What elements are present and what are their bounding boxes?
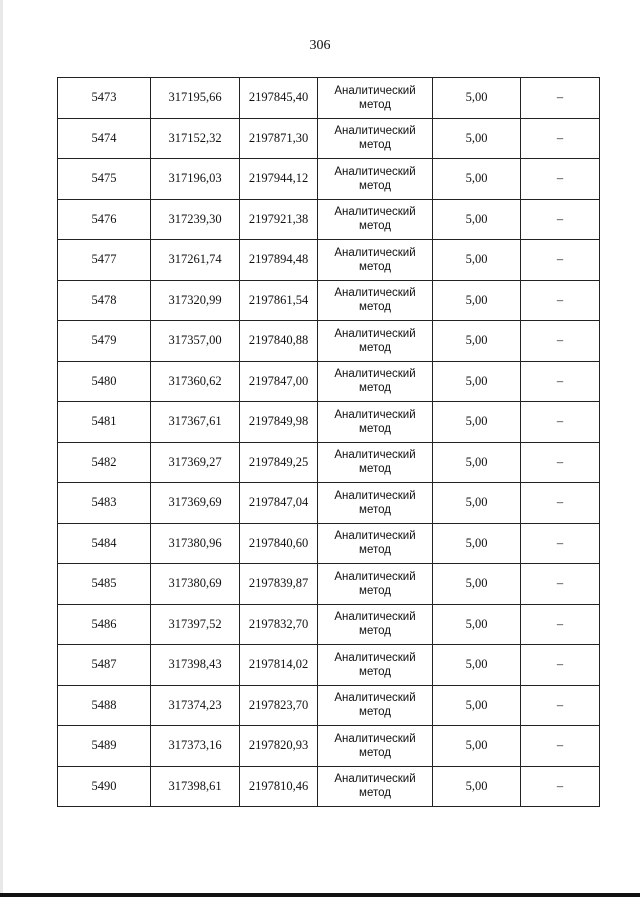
table-row xyxy=(58,78,600,119)
accuracy-cell: 5,00 xyxy=(433,442,521,483)
table-row xyxy=(58,321,600,362)
coordinates-table xyxy=(57,77,600,807)
y-coordinate-cell: 2197832,70 xyxy=(240,604,318,645)
method-cell: Аналитический метод xyxy=(318,564,433,605)
note-cell: – xyxy=(521,564,600,605)
point-number-cell: 5486 xyxy=(58,604,151,645)
note-cell: – xyxy=(521,402,600,443)
accuracy-cell: 5,00 xyxy=(433,564,521,605)
x-coordinate-cell: 317196,03 xyxy=(151,159,240,200)
table-row xyxy=(58,280,600,321)
table-row xyxy=(58,159,600,200)
x-coordinate-cell: 317398,61 xyxy=(151,766,240,807)
note-cell: – xyxy=(521,199,600,240)
note-cell: – xyxy=(521,442,600,483)
y-coordinate-cell: 2197840,60 xyxy=(240,523,318,564)
method-cell: Аналитический метод xyxy=(318,118,433,159)
y-coordinate-cell: 2197944,12 xyxy=(240,159,318,200)
x-coordinate-cell: 317320,99 xyxy=(151,280,240,321)
point-number-cell: 5489 xyxy=(58,726,151,767)
table-row xyxy=(58,240,600,281)
point-number-cell: 5473 xyxy=(58,78,151,119)
point-number-cell: 5480 xyxy=(58,361,151,402)
point-number-cell: 5487 xyxy=(58,645,151,686)
method-cell: Аналитический метод xyxy=(318,280,433,321)
note-cell: – xyxy=(521,321,600,362)
method-cell: Аналитический метод xyxy=(318,604,433,645)
note-cell: – xyxy=(521,685,600,726)
note-cell: – xyxy=(521,645,600,686)
point-number-cell: 5481 xyxy=(58,402,151,443)
point-number-cell: 5483 xyxy=(58,483,151,524)
y-coordinate-cell: 2197847,00 xyxy=(240,361,318,402)
x-coordinate-cell: 317373,16 xyxy=(151,726,240,767)
method-cell: Аналитический метод xyxy=(318,402,433,443)
accuracy-cell: 5,00 xyxy=(433,159,521,200)
table-row xyxy=(58,442,600,483)
point-number-cell: 5490 xyxy=(58,766,151,807)
note-cell: – xyxy=(521,78,600,119)
accuracy-cell: 5,00 xyxy=(433,280,521,321)
point-number-cell: 5488 xyxy=(58,685,151,726)
point-number-cell: 5478 xyxy=(58,280,151,321)
point-number-cell: 5476 xyxy=(58,199,151,240)
note-cell: – xyxy=(521,118,600,159)
point-number-cell: 5475 xyxy=(58,159,151,200)
y-coordinate-cell: 2197839,87 xyxy=(240,564,318,605)
x-coordinate-cell: 317152,32 xyxy=(151,118,240,159)
note-cell: – xyxy=(521,766,600,807)
method-cell: Аналитический метод xyxy=(318,766,433,807)
y-coordinate-cell: 2197871,30 xyxy=(240,118,318,159)
accuracy-cell: 5,00 xyxy=(433,321,521,362)
x-coordinate-cell: 317374,23 xyxy=(151,685,240,726)
accuracy-cell: 5,00 xyxy=(433,483,521,524)
table-row xyxy=(58,118,600,159)
point-number-cell: 5482 xyxy=(58,442,151,483)
method-cell: Аналитический метод xyxy=(318,523,433,564)
accuracy-cell: 5,00 xyxy=(433,78,521,119)
method-cell: Аналитический метод xyxy=(318,361,433,402)
method-cell: Аналитический метод xyxy=(318,685,433,726)
method-cell: Аналитический метод xyxy=(318,199,433,240)
accuracy-cell: 5,00 xyxy=(433,199,521,240)
table-row xyxy=(58,361,600,402)
accuracy-cell: 5,00 xyxy=(433,361,521,402)
note-cell: – xyxy=(521,361,600,402)
x-coordinate-cell: 317369,69 xyxy=(151,483,240,524)
accuracy-cell: 5,00 xyxy=(433,726,521,767)
accuracy-cell: 5,00 xyxy=(433,604,521,645)
accuracy-cell: 5,00 xyxy=(433,685,521,726)
y-coordinate-cell: 2197849,98 xyxy=(240,402,318,443)
table-row xyxy=(58,199,600,240)
note-cell: – xyxy=(521,280,600,321)
y-coordinate-cell: 2197847,04 xyxy=(240,483,318,524)
method-cell: Аналитический метод xyxy=(318,483,433,524)
table-row xyxy=(58,523,600,564)
scan-edge xyxy=(0,0,3,897)
point-number-cell: 5485 xyxy=(58,564,151,605)
y-coordinate-cell: 2197823,70 xyxy=(240,685,318,726)
method-cell: Аналитический метод xyxy=(318,321,433,362)
y-coordinate-cell: 2197849,25 xyxy=(240,442,318,483)
x-coordinate-cell: 317261,74 xyxy=(151,240,240,281)
x-coordinate-cell: 317380,69 xyxy=(151,564,240,605)
x-coordinate-cell: 317360,62 xyxy=(151,361,240,402)
method-cell: Аналитический метод xyxy=(318,78,433,119)
x-coordinate-cell: 317397,52 xyxy=(151,604,240,645)
accuracy-cell: 5,00 xyxy=(433,118,521,159)
x-coordinate-cell: 317239,30 xyxy=(151,199,240,240)
x-coordinate-cell: 317369,27 xyxy=(151,442,240,483)
note-cell: – xyxy=(521,240,600,281)
y-coordinate-cell: 2197921,38 xyxy=(240,199,318,240)
y-coordinate-cell: 2197814,02 xyxy=(240,645,318,686)
x-coordinate-cell: 317195,66 xyxy=(151,78,240,119)
note-cell: – xyxy=(521,159,600,200)
method-cell: Аналитический метод xyxy=(318,159,433,200)
method-cell: Аналитический метод xyxy=(318,726,433,767)
method-cell: Аналитический метод xyxy=(318,442,433,483)
table-row xyxy=(58,604,600,645)
method-cell: Аналитический метод xyxy=(318,240,433,281)
x-coordinate-cell: 317367,61 xyxy=(151,402,240,443)
x-coordinate-cell: 317380,96 xyxy=(151,523,240,564)
note-cell: – xyxy=(521,483,600,524)
table-row xyxy=(58,483,600,524)
point-number-cell: 5474 xyxy=(58,118,151,159)
accuracy-cell: 5,00 xyxy=(433,766,521,807)
point-number-cell: 5477 xyxy=(58,240,151,281)
note-cell: – xyxy=(521,604,600,645)
table-row xyxy=(58,685,600,726)
table-row xyxy=(58,766,600,807)
point-number-cell: 5484 xyxy=(58,523,151,564)
table-row xyxy=(58,726,600,767)
y-coordinate-cell: 2197810,46 xyxy=(240,766,318,807)
x-coordinate-cell: 317357,00 xyxy=(151,321,240,362)
y-coordinate-cell: 2197894,48 xyxy=(240,240,318,281)
y-coordinate-cell: 2197861,54 xyxy=(240,280,318,321)
note-cell: – xyxy=(521,726,600,767)
x-coordinate-cell: 317398,43 xyxy=(151,645,240,686)
accuracy-cell: 5,00 xyxy=(433,402,521,443)
y-coordinate-cell: 2197840,88 xyxy=(240,321,318,362)
page-number: 306 xyxy=(309,38,331,53)
accuracy-cell: 5,00 xyxy=(433,240,521,281)
method-cell: Аналитический метод xyxy=(318,645,433,686)
accuracy-cell: 5,00 xyxy=(433,645,521,686)
point-number-cell: 5479 xyxy=(58,321,151,362)
table-row xyxy=(58,645,600,686)
y-coordinate-cell: 2197820,93 xyxy=(240,726,318,767)
table-row xyxy=(58,564,600,605)
table-body xyxy=(58,78,600,807)
table-row xyxy=(58,402,600,443)
y-coordinate-cell: 2197845,40 xyxy=(240,78,318,119)
scan-bottom-border xyxy=(0,893,640,897)
accuracy-cell: 5,00 xyxy=(433,523,521,564)
note-cell: – xyxy=(521,523,600,564)
